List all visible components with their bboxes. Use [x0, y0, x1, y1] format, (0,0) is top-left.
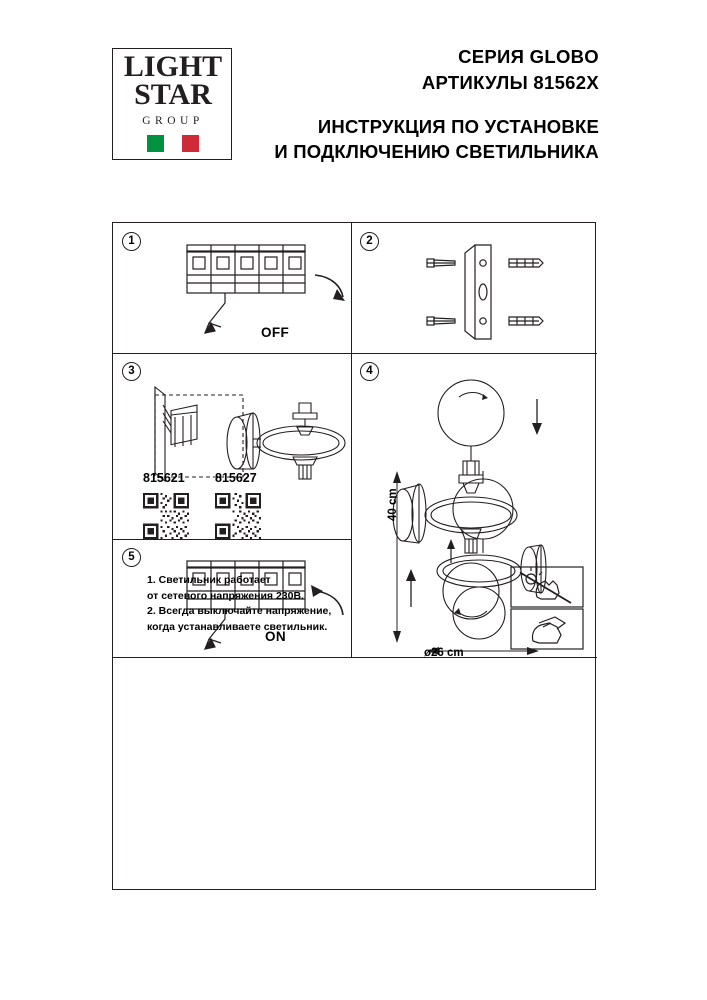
width-dimension-label: ø26 cm [424, 647, 464, 659]
grid-hline-2 [113, 539, 351, 540]
step-1-label: OFF [261, 325, 290, 340]
logo-subtext: GROUP [142, 115, 204, 127]
product-dimension-drawing [375, 461, 575, 661]
logo-line-1: LIGHT [123, 50, 223, 83]
note-line-3: 2. Всегда выключайте напряжение, [147, 605, 332, 617]
note-line-2: от сетевого напряжения 230В. [147, 589, 304, 602]
height-dimension-label: 40 cm [387, 488, 399, 521]
note-line-4: когда устанавливаете светильник. [147, 620, 328, 633]
qr-code-left [143, 493, 189, 539]
notes-block [147, 573, 357, 635]
header-text-block [169, 44, 599, 164]
product-code-right: 815627 [215, 471, 257, 485]
step-1-diagram [165, 237, 355, 347]
step-badge-2: 2 [360, 232, 379, 251]
series-name: СЕРИЯ GLOBO [458, 46, 599, 67]
article-numbers: АРТИКУЛЫ 81562X [421, 72, 599, 93]
step-badge-1: 1 [122, 232, 141, 251]
step-badge-5: 5 [122, 548, 141, 567]
step-5-label: ON [265, 629, 287, 644]
note-line-1: 1. Светильник работает [147, 574, 271, 586]
step-2-diagram [413, 237, 573, 347]
document-title-line-1: ИНСТРУКЦИЯ ПО УСТАНОВКЕ [317, 116, 599, 137]
step-badge-4: 4 [360, 362, 379, 381]
steps-frame [112, 222, 596, 890]
step-badge-3: 3 [122, 362, 141, 381]
logo-line-2: STAR [134, 78, 212, 111]
document-title-line-2: И ПОДКЛЮЧЕНИЮ СВЕТИЛЬНИКА [274, 141, 599, 162]
grid-hline-right [351, 353, 597, 354]
qr-code-right [215, 493, 261, 539]
grid-hline-1 [113, 353, 351, 354]
page-header [0, 0, 707, 200]
product-code-left: 815621 [143, 471, 185, 485]
